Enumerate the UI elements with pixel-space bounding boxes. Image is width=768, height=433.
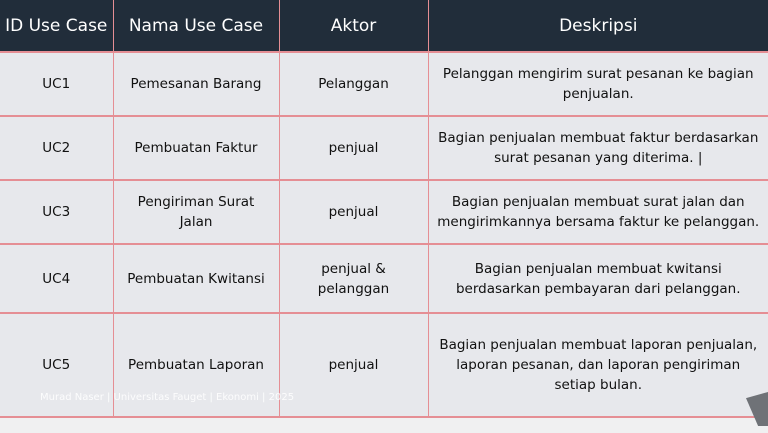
header-id-use-case: ID Use Case — [0, 0, 113, 52]
table-row — [0, 244, 768, 313]
header-deskripsi: Deskripsi — [428, 0, 768, 52]
cell-id: UC4 — [0, 244, 113, 313]
table-header-row — [0, 0, 768, 52]
cell-actor: penjual — [279, 116, 428, 180]
cell-actor: penjual — [279, 180, 428, 244]
cell-description: Bagian penjualan membuat laporan penjualan, laporan pesanan, dan laporan pengiriman setiap bulan. — [428, 313, 768, 417]
cell-id: UC1 — [0, 52, 113, 116]
table-row — [0, 116, 768, 180]
table-row — [0, 180, 768, 244]
bottom-strip — [0, 424, 768, 433]
cell-actor: penjual & pelanggan — [279, 244, 428, 313]
table-row — [0, 52, 768, 116]
header-aktor: Aktor — [279, 0, 428, 52]
cell-id: UC2 — [0, 116, 113, 180]
slide-footer-text: Murad Naser | Universitas Fauget | Ekonomi | 2025 — [40, 392, 295, 403]
cell-description: Bagian penjualan membuat surat jalan dan mengirimkannya bersama faktur ke pelanggan. — [428, 180, 768, 244]
cell-actor: Pelanggan — [279, 52, 428, 116]
header-nama-use-case: Nama Use Case — [113, 0, 279, 52]
cell-description: Pelanggan mengirim surat pesanan ke bagian penjualan. — [428, 52, 768, 116]
cell-name: Pembuatan Faktur — [113, 116, 279, 180]
cell-name: Pemesanan Barang — [113, 52, 279, 116]
cell-description: Bagian penjualan membuat kwitansi berdasarkan pembayaran dari pelanggan. — [428, 244, 768, 313]
cell-name: Pembuatan Laporan — [113, 313, 279, 417]
cell-name: Pembuatan Kwitansi — [113, 244, 279, 313]
cell-id: UC5 — [0, 313, 113, 417]
cell-id: UC3 — [0, 180, 113, 244]
cell-description[interactable]: Bagian penjualan membuat faktur berdasarkan surat pesanan yang diterima. | — [428, 116, 768, 180]
cell-actor: penjual — [279, 313, 428, 417]
cell-name: Pengiriman Surat Jalan — [113, 180, 279, 244]
